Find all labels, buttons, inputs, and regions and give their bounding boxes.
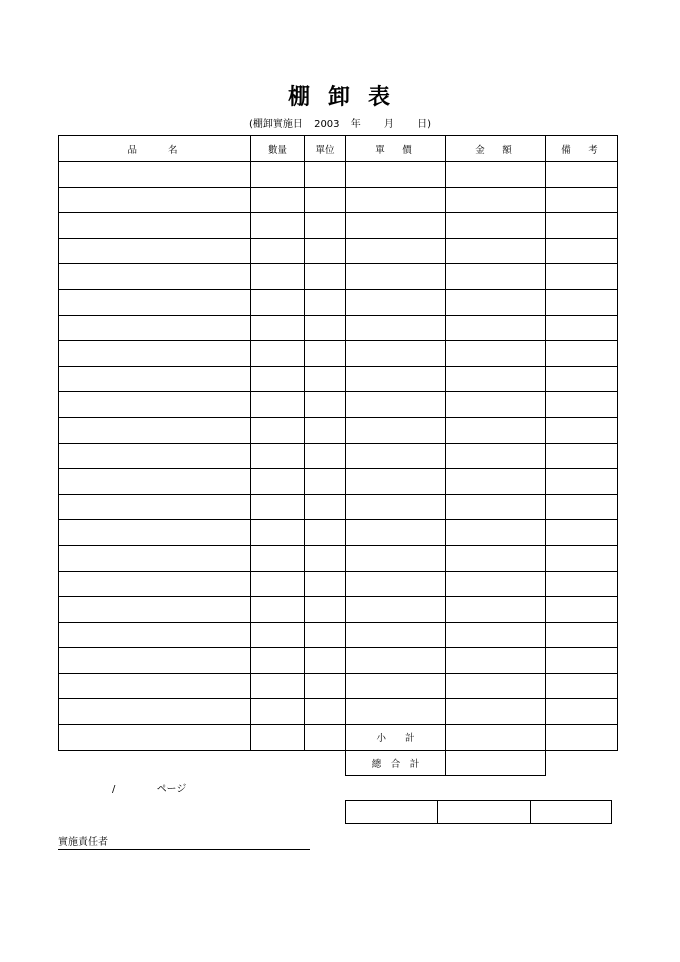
table-row bbox=[59, 469, 618, 495]
table-cell[interactable] bbox=[305, 366, 346, 392]
table-cell[interactable] bbox=[446, 699, 546, 725]
table-cell[interactable] bbox=[305, 315, 346, 341]
table-cell[interactable] bbox=[59, 571, 251, 597]
subtotal-cell[interactable] bbox=[446, 725, 546, 751]
table-cell[interactable] bbox=[59, 264, 251, 290]
table-cell[interactable] bbox=[546, 315, 618, 341]
table-cell[interactable] bbox=[446, 392, 546, 418]
table-cell[interactable] bbox=[305, 417, 346, 443]
table-cell[interactable] bbox=[59, 187, 251, 213]
table-cell[interactable] bbox=[346, 673, 446, 699]
table-cell[interactable] bbox=[346, 264, 446, 290]
table-cell[interactable] bbox=[446, 289, 546, 315]
table-cell[interactable] bbox=[305, 264, 346, 290]
responsible-person-line: 實施責任者 bbox=[58, 833, 310, 850]
table-cell[interactable] bbox=[305, 597, 346, 623]
col-unit: 單位 bbox=[305, 136, 346, 162]
table-cell[interactable] bbox=[446, 673, 546, 699]
approval-boxes bbox=[345, 800, 612, 824]
table-cell[interactable] bbox=[546, 213, 618, 239]
table-cell[interactable] bbox=[346, 289, 446, 315]
table-cell[interactable] bbox=[446, 648, 546, 674]
table-row bbox=[59, 545, 618, 571]
page-indicator: / ページ bbox=[112, 784, 187, 795]
table-cell[interactable] bbox=[251, 213, 305, 239]
table-cell[interactable] bbox=[446, 187, 546, 213]
table-cell[interactable] bbox=[59, 162, 251, 188]
table-cell[interactable] bbox=[59, 315, 251, 341]
table-cell[interactable] bbox=[305, 289, 346, 315]
approval-box[interactable] bbox=[438, 801, 531, 824]
table-row bbox=[59, 341, 618, 367]
table-cell[interactable] bbox=[346, 520, 446, 546]
table-row bbox=[59, 392, 618, 418]
table-cell[interactable] bbox=[346, 187, 446, 213]
col-unit-price: 單 價 bbox=[346, 136, 446, 162]
table-cell[interactable] bbox=[446, 622, 546, 648]
table-cell[interactable] bbox=[446, 366, 546, 392]
table-row bbox=[59, 264, 618, 290]
col-remarks: 備 考 bbox=[546, 136, 618, 162]
subtotal-label: 小 計 bbox=[346, 725, 446, 751]
table-cell[interactable] bbox=[346, 392, 446, 418]
table-cell[interactable] bbox=[346, 494, 446, 520]
total-row bbox=[59, 750, 618, 776]
col-item-name: 品 名 bbox=[59, 136, 251, 162]
table-cell[interactable] bbox=[251, 545, 305, 571]
table-cell[interactable] bbox=[346, 699, 446, 725]
table-cell[interactable] bbox=[59, 213, 251, 239]
table-cell[interactable] bbox=[446, 545, 546, 571]
table-cell[interactable] bbox=[305, 162, 346, 188]
table-cell[interactable] bbox=[546, 648, 618, 674]
table-cell[interactable] bbox=[446, 417, 546, 443]
table-cell[interactable] bbox=[251, 289, 305, 315]
table-cell[interactable] bbox=[305, 469, 346, 495]
table-cell[interactable] bbox=[305, 238, 346, 264]
table-cell[interactable] bbox=[546, 571, 618, 597]
table-cell[interactable] bbox=[546, 264, 618, 290]
inventory-date: (棚卸實施日 2003 年 月 日) bbox=[248, 119, 431, 130]
table-cell[interactable] bbox=[59, 699, 251, 725]
table-cell[interactable] bbox=[546, 366, 618, 392]
table-row bbox=[59, 289, 618, 315]
table-row bbox=[59, 366, 618, 392]
table-cell[interactable] bbox=[59, 392, 251, 418]
table-cell[interactable] bbox=[346, 622, 446, 648]
table-cell[interactable] bbox=[346, 417, 446, 443]
subtotal-row bbox=[59, 725, 618, 751]
col-amount: 金 額 bbox=[446, 136, 546, 162]
table-cell[interactable] bbox=[446, 469, 546, 495]
table-cell[interactable] bbox=[59, 417, 251, 443]
table-row bbox=[59, 417, 618, 443]
table-cell[interactable] bbox=[546, 597, 618, 623]
table-cell[interactable] bbox=[251, 622, 305, 648]
table-cell[interactable] bbox=[446, 341, 546, 367]
table-cell[interactable] bbox=[59, 673, 251, 699]
table-header-row bbox=[59, 136, 618, 162]
subtotal-cell[interactable] bbox=[546, 725, 618, 751]
table-row bbox=[59, 520, 618, 546]
table-cell[interactable] bbox=[346, 469, 446, 495]
table-cell[interactable] bbox=[446, 571, 546, 597]
table-cell[interactable] bbox=[251, 699, 305, 725]
table-cell[interactable] bbox=[446, 520, 546, 546]
col-quantity: 數量 bbox=[251, 136, 305, 162]
table-cell[interactable] bbox=[546, 673, 618, 699]
table-cell[interactable] bbox=[59, 597, 251, 623]
table-cell[interactable] bbox=[305, 213, 346, 239]
table-cell[interactable] bbox=[251, 341, 305, 367]
table-row bbox=[59, 443, 618, 469]
table-cell[interactable] bbox=[546, 443, 618, 469]
table-cell[interactable] bbox=[546, 699, 618, 725]
table-cell[interactable] bbox=[305, 571, 346, 597]
table-cell[interactable] bbox=[59, 366, 251, 392]
table-row bbox=[59, 699, 618, 725]
table-cell[interactable] bbox=[346, 366, 446, 392]
table-cell[interactable] bbox=[251, 264, 305, 290]
table-row bbox=[59, 238, 618, 264]
total-value-cell[interactable] bbox=[446, 750, 546, 776]
subtotal-cell[interactable] bbox=[251, 725, 305, 751]
table-cell[interactable] bbox=[305, 622, 346, 648]
table-cell[interactable] bbox=[251, 392, 305, 418]
table-cell[interactable] bbox=[446, 443, 546, 469]
table-cell[interactable] bbox=[346, 648, 446, 674]
table-cell[interactable] bbox=[446, 238, 546, 264]
table-row bbox=[59, 494, 618, 520]
table-cell[interactable] bbox=[305, 443, 346, 469]
table-cell[interactable] bbox=[251, 597, 305, 623]
table-cell[interactable] bbox=[346, 213, 446, 239]
table-row bbox=[59, 673, 618, 699]
table-cell[interactable] bbox=[546, 622, 618, 648]
table-cell[interactable] bbox=[346, 597, 446, 623]
total-label: 總 合 計 bbox=[346, 750, 446, 776]
table-cell[interactable] bbox=[305, 494, 346, 520]
table-cell[interactable] bbox=[59, 545, 251, 571]
approval-box[interactable] bbox=[531, 801, 612, 824]
table-cell[interactable] bbox=[251, 494, 305, 520]
table-cell[interactable] bbox=[546, 289, 618, 315]
table-cell[interactable] bbox=[59, 494, 251, 520]
table-cell[interactable] bbox=[59, 443, 251, 469]
table-cell[interactable] bbox=[346, 571, 446, 597]
table-cell[interactable] bbox=[251, 366, 305, 392]
table-cell[interactable] bbox=[346, 315, 446, 341]
table-cell[interactable] bbox=[251, 238, 305, 264]
table-cell[interactable] bbox=[346, 238, 446, 264]
table-cell[interactable] bbox=[546, 238, 618, 264]
table-row bbox=[59, 315, 618, 341]
table-cell[interactable] bbox=[251, 571, 305, 597]
subtotal-cell[interactable] bbox=[59, 725, 251, 751]
table-cell[interactable] bbox=[546, 187, 618, 213]
table-row bbox=[59, 571, 618, 597]
table-cell[interactable] bbox=[346, 443, 446, 469]
table-cell[interactable] bbox=[305, 545, 346, 571]
table-cell[interactable] bbox=[546, 494, 618, 520]
table-cell[interactable] bbox=[446, 162, 546, 188]
table-cell[interactable] bbox=[346, 545, 446, 571]
table-cell[interactable] bbox=[305, 392, 346, 418]
table-cell[interactable] bbox=[59, 341, 251, 367]
table-cell[interactable] bbox=[59, 648, 251, 674]
table-cell[interactable] bbox=[305, 673, 346, 699]
table-cell[interactable] bbox=[251, 443, 305, 469]
table-cell[interactable] bbox=[446, 315, 546, 341]
table-cell[interactable] bbox=[305, 187, 346, 213]
table-cell[interactable] bbox=[546, 162, 618, 188]
table-cell[interactable] bbox=[251, 648, 305, 674]
table-cell[interactable] bbox=[251, 187, 305, 213]
table-cell[interactable] bbox=[305, 699, 346, 725]
table-cell[interactable] bbox=[59, 289, 251, 315]
table-cell[interactable] bbox=[251, 315, 305, 341]
table-cell[interactable] bbox=[346, 341, 446, 367]
table-row bbox=[59, 162, 618, 188]
table-cell[interactable] bbox=[546, 520, 618, 546]
table-row bbox=[59, 648, 618, 674]
inventory-table bbox=[58, 135, 618, 776]
table-cell[interactable] bbox=[446, 264, 546, 290]
table-cell[interactable] bbox=[546, 392, 618, 418]
table-cell[interactable] bbox=[305, 648, 346, 674]
table-cell[interactable] bbox=[546, 417, 618, 443]
table-cell[interactable] bbox=[346, 162, 446, 188]
table-cell[interactable] bbox=[446, 494, 546, 520]
table-row bbox=[59, 187, 618, 213]
table-cell[interactable] bbox=[446, 213, 546, 239]
table-cell[interactable] bbox=[251, 417, 305, 443]
table-cell[interactable] bbox=[546, 469, 618, 495]
table-row bbox=[59, 213, 618, 239]
table-cell[interactable] bbox=[59, 469, 251, 495]
table-cell[interactable] bbox=[251, 469, 305, 495]
table-cell[interactable] bbox=[59, 238, 251, 264]
table-cell[interactable] bbox=[546, 341, 618, 367]
table-cell[interactable] bbox=[251, 162, 305, 188]
table-cell[interactable] bbox=[305, 520, 346, 546]
table-cell[interactable] bbox=[251, 673, 305, 699]
table-cell[interactable] bbox=[546, 545, 618, 571]
table-cell[interactable] bbox=[305, 341, 346, 367]
approval-box[interactable] bbox=[346, 801, 438, 824]
table-row bbox=[59, 622, 618, 648]
subtotal-cell[interactable] bbox=[305, 725, 346, 751]
table-cell[interactable] bbox=[446, 597, 546, 623]
document-title: 棚 卸 表 bbox=[287, 84, 393, 110]
table-row bbox=[59, 597, 618, 623]
table-cell[interactable] bbox=[251, 520, 305, 546]
table-cell[interactable] bbox=[59, 520, 251, 546]
table-cell[interactable] bbox=[59, 622, 251, 648]
